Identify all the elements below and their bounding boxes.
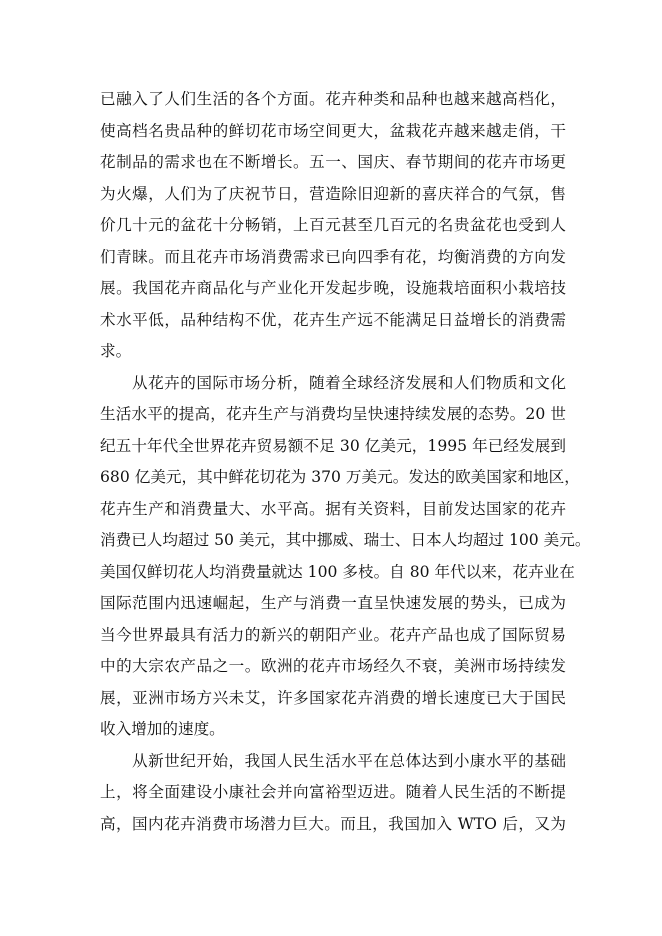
text-line: 消费已人均超过 50 美元，其中挪威、瑞士、日本人均超过 100 美元。 <box>100 531 591 549</box>
text-line: 上，将全面建设小康社会并向富裕型迈进。随着人民生活的不断提 <box>100 783 566 801</box>
text-line: 们青睐。而且花卉市场消费需求已向四季有花，均衡消费的方向发 <box>100 247 566 266</box>
text-line: 求。 <box>100 342 132 360</box>
paragraph-3 <box>100 746 566 841</box>
text-line: 展，亚洲市场方兴未艾，许多国家花卉消费的增长速度已大于国民 <box>100 688 566 707</box>
text-line: 收入增加的速度。 <box>100 720 225 738</box>
text-line: 已融入了人们生活的各个方面。花卉种类和品种也越来越高档化， <box>100 90 566 108</box>
text-line: 花卉生产和消费量大、水平高。据有关资料，目前发达国家的花卉 <box>100 499 566 518</box>
text-line: 当今世界最具有活力的新兴的朝阳产业。花卉产品也成了国际贸易 <box>100 625 566 644</box>
text-line: 中的大宗农产品之一。欧洲的花卉市场经久不衰，美洲市场持续发 <box>100 657 566 675</box>
text-line: 680 亿美元，其中鲜花切花为 370 万美元。发达的欧美国家和地区， <box>100 468 580 486</box>
text-line: 从花卉的国际市场分析，随着全球经济发展和人们物质和文化 <box>132 373 566 392</box>
document-text <box>100 84 591 840</box>
text-line: 使高档名贵品种的鲜切花市场空间更大，盆栽花卉越来越走俏，干 <box>100 121 566 140</box>
text-line: 花制品的需求也在不断增长。五一、国庆、春节期间的花卉市场更 <box>100 153 566 171</box>
text-line: 展。我国花卉商品化与产业化开发起步晚，设施栽培面积小栽培技 <box>100 279 566 297</box>
text-line: 为火爆，人们为了庆祝节日，营造除旧迎新的喜庆祥合的气氛，售 <box>100 184 566 203</box>
paragraph-1 <box>100 84 566 368</box>
text-line: 纪五十年代全世界花卉贸易额不足 30 亿美元，1995 年已经发展到 <box>100 436 566 455</box>
text-line: 术水平低，品种结构不优，花卉生产远不能满足日益增长的消费需 <box>100 310 566 329</box>
paragraph-2 <box>100 368 591 746</box>
text-line: 生活水平的提高，花卉生产与消费均呈快速持续发展的态势。20 世 <box>100 405 566 423</box>
text-line: 价几十元的盆花十分畅销，上百元甚至几百元的名贵盆花也受到人 <box>100 216 566 234</box>
text-line: 从新世纪开始，我国人民生活水平在总体达到小康水平的基础 <box>132 751 566 770</box>
text-line: 美国仅鲜切花人均消费量就达 100 多枝。自 80 年代以来，花卉业在 <box>100 562 575 581</box>
text-line: 高，国内花卉消费市场潜力巨大。而且，我国加入 WTO 后，又为 <box>100 814 566 833</box>
text-line: 国际范围内迅速崛起，生产与消费一直呈快速发展的势头，已成为 <box>100 594 566 612</box>
